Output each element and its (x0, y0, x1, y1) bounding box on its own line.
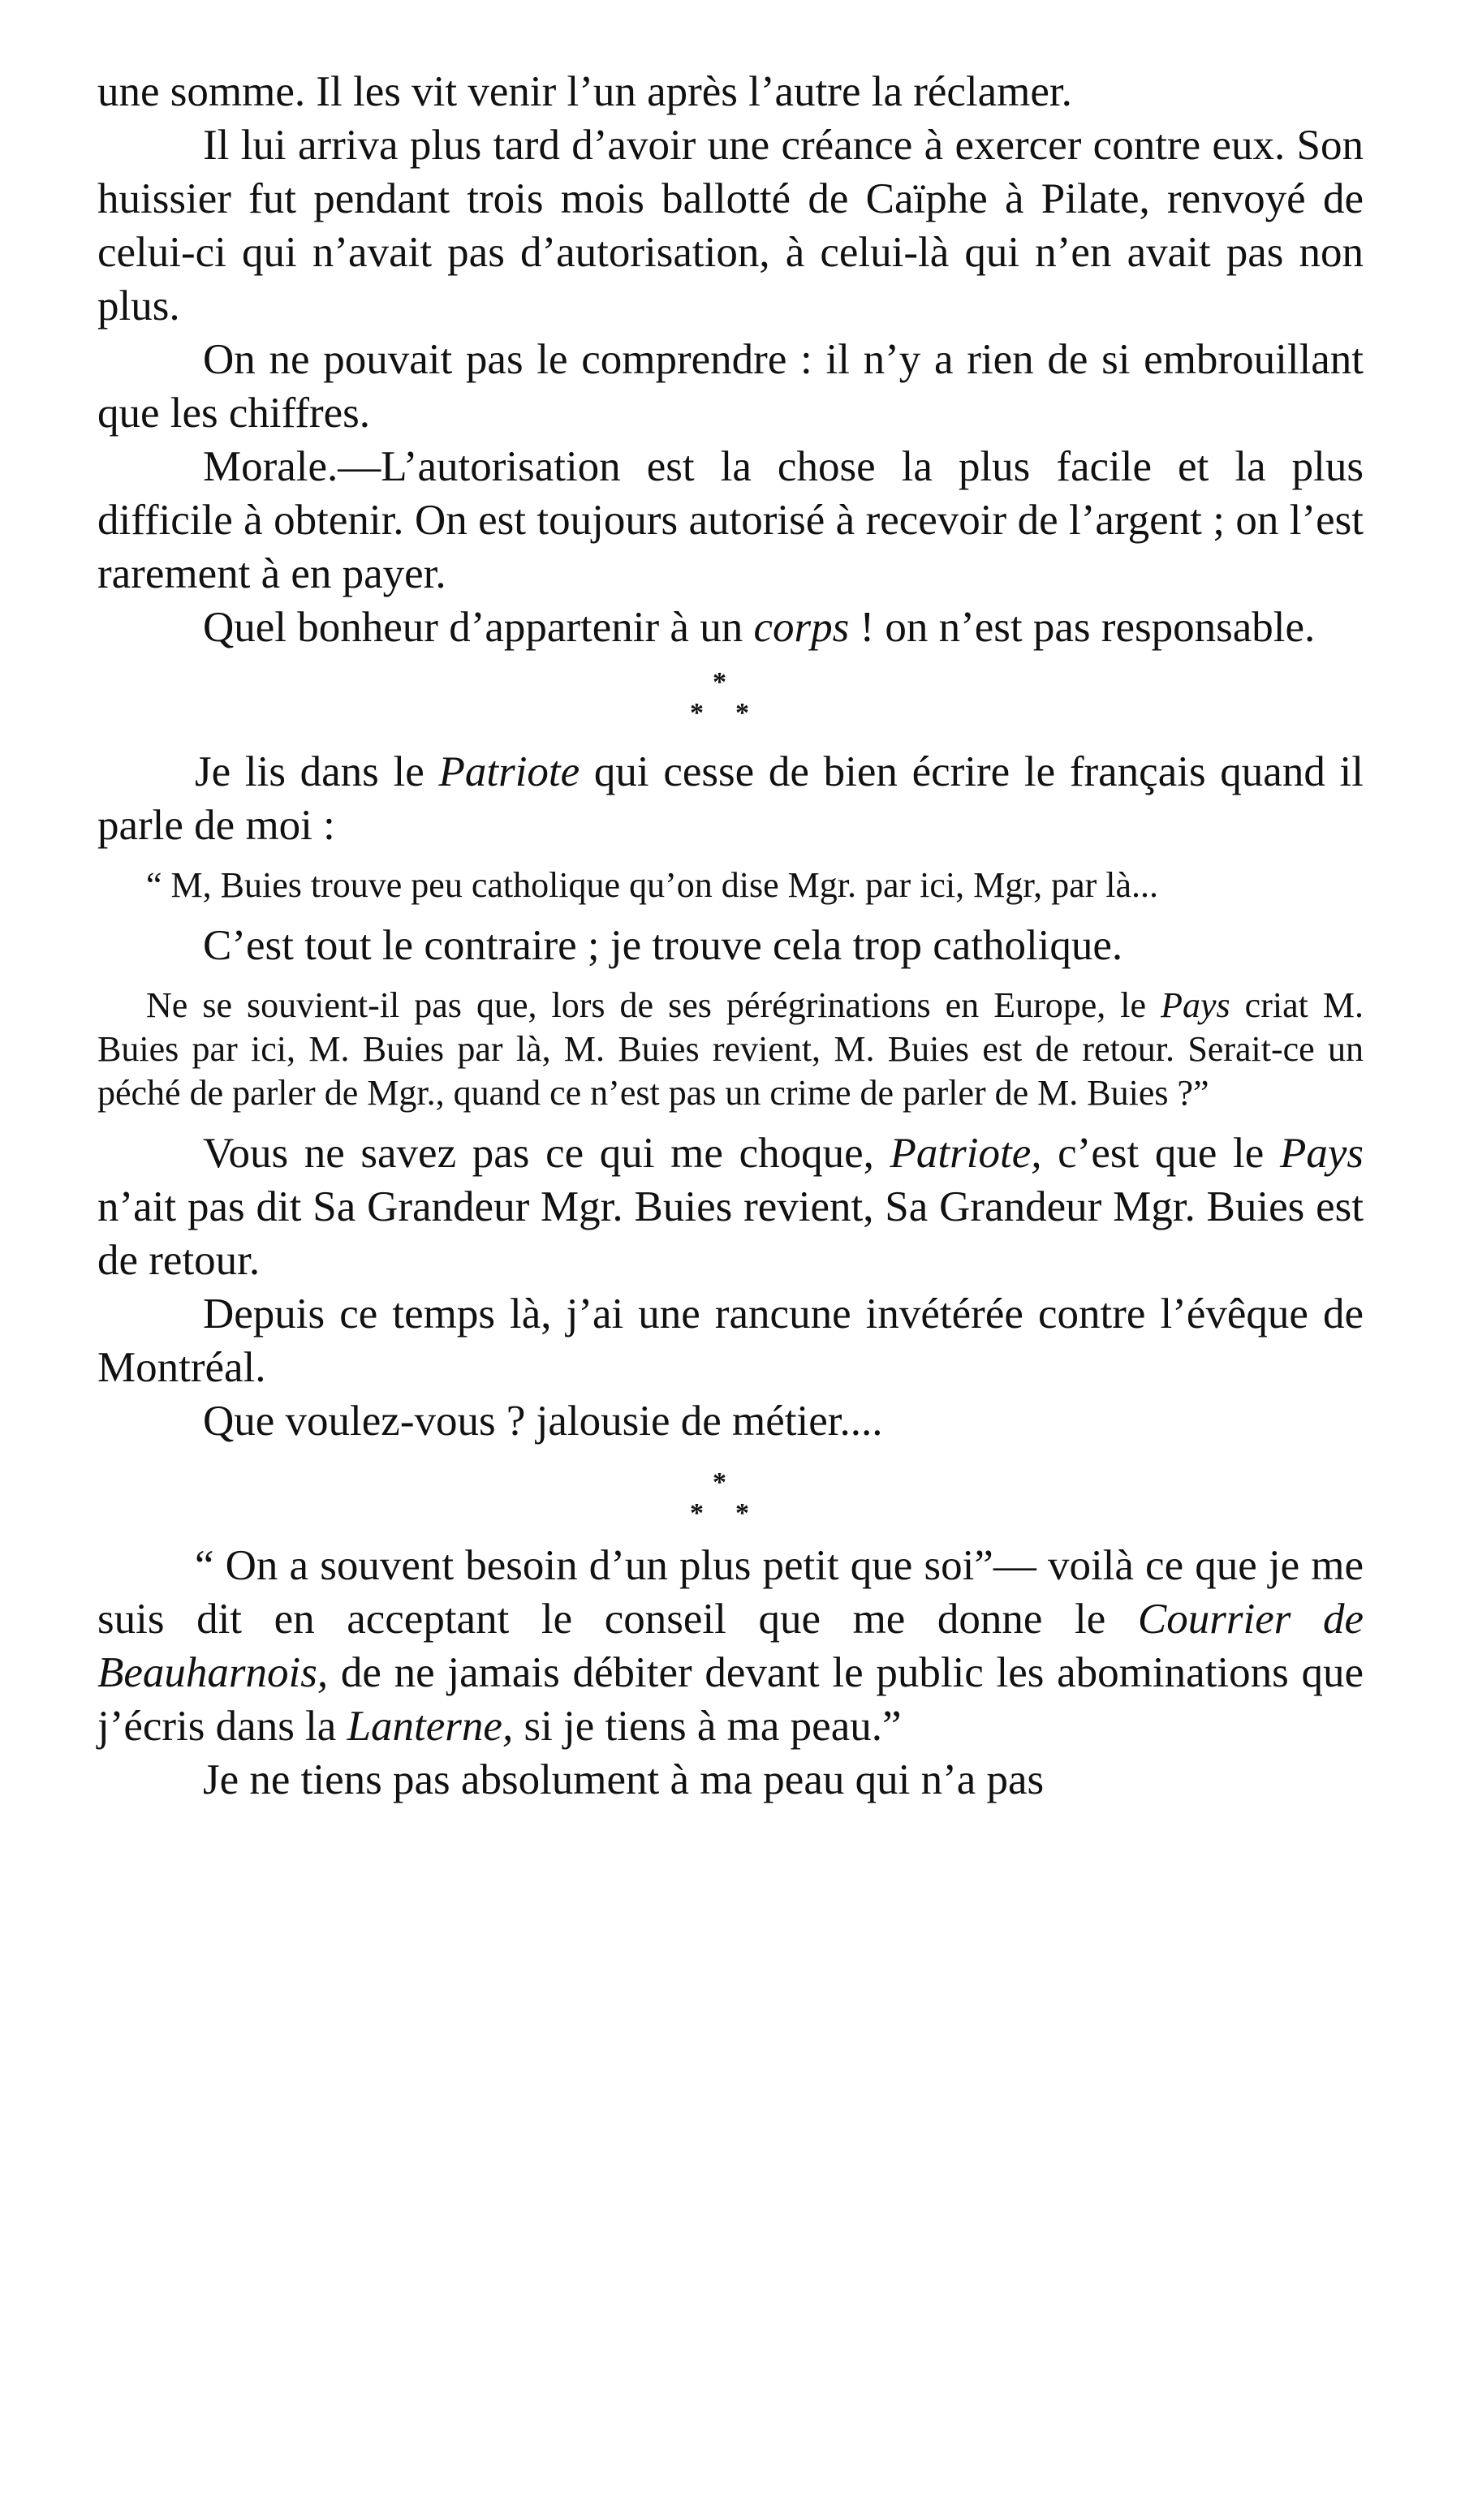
paragraph-continued: une somme. Il les vit venir l’un après l’autre la réclamer. (97, 68, 1072, 115)
paragraph-courrier (97, 1539, 1364, 1753)
paragraph-patriote (97, 745, 1364, 852)
asterism-star: * (713, 1467, 726, 1497)
quotation-pays (97, 984, 1364, 1115)
paragraph-jalousie: Que voulez-vous ? jalousie de métier.... (203, 1398, 883, 1445)
paragraph-choque (97, 1126, 1364, 1287)
italic-run: corps (753, 604, 850, 651)
text-run: c’est que le (1041, 1130, 1280, 1177)
text-run: qui cesse de bien écrire le français quand il parle de moi : (97, 748, 1364, 849)
text-run: Je lis dans le (195, 748, 439, 795)
page-body (97, 65, 1364, 1807)
text-run: Ne se souvient-il pas que, lors de ses pérégrinations en Europe, le (146, 985, 1161, 1025)
text-run: n’ait pas dit Sa Grandeur Mgr. Buies revient, Sa Grandeur Mgr. Buies est de retour. (97, 1183, 1364, 1284)
paragraph-corps (97, 601, 1364, 654)
italic-run: Courrier de Beauharnois, (97, 1596, 1364, 1696)
text-run: Vous ne savez pas ce qui me choque, (203, 1130, 890, 1177)
asterism-star: * (690, 1498, 704, 1528)
italic-run: Lanterne, (347, 1703, 514, 1750)
italic-run: Pays (1279, 1130, 1364, 1177)
asterism-star: * (713, 667, 726, 697)
asterism-star: * (735, 698, 749, 728)
asterism-separator-1 (97, 657, 1364, 742)
text-run: Quel bonheur d’appartenir à un (203, 604, 754, 651)
paragraph-morale: Morale.—L’autorisation est la chose la plus facile et la plus difficile à obtenir. On est toujours autorisé à recevoir de l’argent ; on l’est rarement à en payer. (97, 443, 1364, 597)
paragraph-catholique: C’est tout le contraire ; je trouve cela trop catholique. (203, 922, 1123, 969)
text-run: ! on n’est pas responsable. (849, 604, 1316, 651)
asterism-star: * (690, 698, 704, 728)
italic-run: Pays (1161, 985, 1230, 1025)
paragraph-rancune: Depuis ce temps là, j’ai une rancune invétérée contre l’évêque de Montréal. (97, 1290, 1364, 1391)
italic-run: Patriote (438, 748, 580, 795)
asterism-separator-2 (97, 1451, 1364, 1536)
text-run: “ On a souvent besoin d’un plus petit que soi”— voilà ce que je me suis dit en acceptant le conseil que me donne le (97, 1542, 1364, 1643)
italic-run: Patriote, (890, 1130, 1042, 1177)
text-run: criat M. Buies par ici, M. Buies par là, M. Buies revient, M. Buies est de retour. Serait-ce un péché de parler de Mgr., quand ce n’est pas un crime de parler de M. Buies ?” (97, 985, 1364, 1113)
quotation-mgr: “ M, Buies trouve peu catholique qu’on dise Mgr. par ici, Mgr, par là... (146, 865, 1159, 905)
text-run: de ne jamais débiter devant le public les abominations que j’écris dans la (97, 1649, 1364, 1750)
text-run: si je tiens à ma peau.” (513, 1703, 902, 1750)
paragraph-chiffres: On ne pouvait pas le comprendre : il n’y a rien de si embrouillant que les chiffres. (97, 336, 1364, 437)
paragraph-peau: Je ne tiens pas absolument à ma peau qui n’a pas (203, 1756, 1045, 1803)
asterism-star: * (735, 1498, 749, 1528)
paragraph-huissier: Il lui arriva plus tard d’avoir une créance à exercer contre eux. Son huissier fut pendant trois mois ballotté de Caïphe à Pilate, renvoyé de celui-ci qui n’avait pas d’autorisation, à celui-là qui n’en avait pas non plus. (97, 122, 1364, 330)
